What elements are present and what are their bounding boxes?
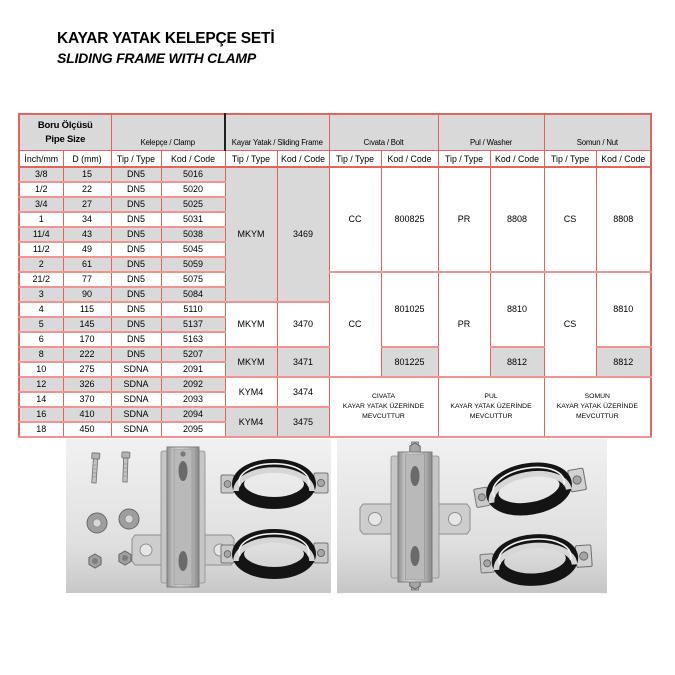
- cell-washer-code: 8810: [490, 272, 544, 347]
- note-bolt-line2: KAYAR YATAK ÜZERİNDE: [342, 403, 425, 411]
- cell-pipe-inch: 5: [19, 317, 63, 332]
- group-header-washer: Pul / Washer: [438, 114, 544, 151]
- cell-clamp-type: DN5: [111, 182, 161, 197]
- col-header-d: D (mm): [63, 151, 111, 168]
- cell-pipe-d: 450: [63, 422, 111, 437]
- col-header-frame-code: Kod / Code: [277, 151, 329, 168]
- cell-clamp-type: DN5: [111, 227, 161, 242]
- cell-pipe-d: 90: [63, 287, 111, 302]
- cell-frame-type: KYM4: [225, 377, 277, 407]
- cell-pipe-inch: 16: [19, 407, 63, 422]
- product-photo-assembled: [337, 439, 607, 593]
- cell-clamp-type: DN5: [111, 317, 161, 332]
- cell-clamp-code: 5059: [161, 257, 225, 272]
- cell-pipe-d: 43: [63, 227, 111, 242]
- note-bolt-line1: CIVATA: [371, 393, 396, 401]
- col-header-clamp-code: Kod / Code: [161, 151, 225, 168]
- cell-clamp-code: 2094: [161, 407, 225, 422]
- cell-clamp-type: SDNA: [111, 422, 161, 437]
- cell-clamp-type: SDNA: [111, 377, 161, 392]
- cell-nut-type: CS: [544, 272, 596, 377]
- cell-clamp-type: DN5: [111, 287, 161, 302]
- cell-bolt-type: CC: [329, 272, 381, 377]
- col-header-nut-code: Kod / Code: [596, 151, 651, 168]
- cell-pipe-d: 22: [63, 182, 111, 197]
- cell-pipe-inch: 2: [19, 257, 63, 272]
- cell-clamp-type: DN5: [111, 242, 161, 257]
- cell-pipe-d: 275: [63, 362, 111, 377]
- cell-bolt-code: 800825: [381, 167, 438, 272]
- cell-washer-type: PR: [438, 272, 490, 377]
- cell-frame-code: 3471: [277, 347, 329, 377]
- cell-washer-code: 8808: [490, 167, 544, 272]
- cell-pipe-inch: 21/2: [19, 272, 63, 287]
- cell-pipe-d: 77: [63, 272, 111, 287]
- cell-clamp-code: 5020: [161, 182, 225, 197]
- cell-pipe-inch: 10: [19, 362, 63, 377]
- cell-nut-type: CS: [544, 167, 596, 272]
- group-header-pipe-size-tr: Boru Ölçüsü: [37, 119, 93, 131]
- col-header-bolt-type: Tip / Type: [329, 151, 381, 168]
- cell-pipe-inch: 8: [19, 347, 63, 362]
- note-washer-line2: KAYAR YATAK ÜZERİNDE: [450, 403, 532, 411]
- col-header-inch: İnch/mm: [19, 151, 63, 168]
- product-photo-parts-illustration: [66, 439, 331, 593]
- cell-clamp-type: DN5: [111, 197, 161, 212]
- cell-frame-type: KYM4: [225, 407, 277, 437]
- cell-clamp-type: DN5: [111, 167, 161, 182]
- cell-pipe-d: 222: [63, 347, 111, 362]
- cell-clamp-code: 2093: [161, 392, 225, 407]
- group-header-sliding-frame: Kayar Yatak / Sliding Frame: [225, 114, 329, 151]
- note-nut-line3: MEVCUTTUR: [575, 412, 619, 420]
- cell-pipe-inch: 12: [19, 377, 63, 392]
- cell-clamp-type: SDNA: [111, 407, 161, 422]
- col-header-washer-code: Kod / Code: [490, 151, 544, 168]
- cell-pipe-inch: 11/4: [19, 227, 63, 242]
- cell-clamp-type: SDNA: [111, 362, 161, 377]
- cell-pipe-d: 15: [63, 167, 111, 182]
- title-english: SLIDING FRAME WITH CLAMP: [57, 50, 256, 66]
- group-header-nut: Somun / Nut: [544, 114, 651, 151]
- cell-frame-code: 3470: [277, 302, 329, 347]
- cell-frame-code: 3469: [277, 167, 329, 302]
- cell-washer-code: 8812: [490, 347, 544, 377]
- product-photo-parts: [66, 439, 331, 593]
- cell-clamp-code: 5016: [161, 167, 225, 182]
- cell-clamp-type: DN5: [111, 257, 161, 272]
- cell-clamp-code: 2092: [161, 377, 225, 392]
- col-header-bolt-code: Kod / Code: [381, 151, 438, 168]
- cell-pipe-inch: 4: [19, 302, 63, 317]
- col-header-frame-type: Tip / Type: [225, 151, 277, 168]
- col-header-washer-type: Tip / Type: [438, 151, 490, 168]
- note-cell-bolt: [329, 377, 438, 437]
- cell-pipe-inch: 11/2: [19, 242, 63, 257]
- group-header-pipe-size: [19, 114, 111, 151]
- group-header-clamp: Kelepçe / Clamp: [111, 114, 225, 151]
- cell-frame-type: MKYM: [225, 302, 277, 347]
- cell-bolt-code: 801025: [381, 272, 438, 347]
- cell-frame-type: MKYM: [225, 167, 277, 302]
- col-header-nut-type: Tip / Type: [544, 151, 596, 168]
- note-washer-line1: PUL: [484, 393, 498, 401]
- cell-bolt-code: 801225: [381, 347, 438, 377]
- cell-pipe-d: 145: [63, 317, 111, 332]
- cell-clamp-code: 2095: [161, 422, 225, 437]
- cell-clamp-code: 5163: [161, 332, 225, 347]
- cell-clamp-type: DN5: [111, 212, 161, 227]
- page-title: [57, 30, 274, 66]
- cell-pipe-d: 61: [63, 257, 111, 272]
- cell-pipe-d: 410: [63, 407, 111, 422]
- group-header-pipe-size-en: Pipe Size: [45, 133, 86, 145]
- nut-illustration: [89, 554, 101, 568]
- cell-pipe-inch: 3/4: [19, 197, 63, 212]
- cell-nut-code: 8810: [596, 272, 651, 347]
- washer-illustration: [119, 509, 139, 529]
- cell-clamp-code: 5038: [161, 227, 225, 242]
- product-photo-assembled-illustration: [337, 439, 607, 593]
- cell-frame-code: 3475: [277, 407, 329, 437]
- col-header-clamp-type: Tip / Type: [111, 151, 161, 168]
- cell-clamp-code: 2091: [161, 362, 225, 377]
- cell-washer-type: PR: [438, 167, 490, 272]
- cell-nut-code: 8812: [596, 347, 651, 377]
- cell-pipe-inch: 6: [19, 332, 63, 347]
- table-row: [19, 167, 651, 182]
- washer-illustration: [87, 513, 107, 533]
- group-header-bolt: Cıvata / Bolt: [329, 114, 438, 151]
- cell-pipe-inch: 3: [19, 287, 63, 302]
- spec-table: [18, 113, 652, 438]
- cell-clamp-code: 5207: [161, 347, 225, 362]
- cell-pipe-d: 326: [63, 377, 111, 392]
- cell-pipe-d: 115: [63, 302, 111, 317]
- cell-clamp-type: DN5: [111, 332, 161, 347]
- cell-pipe-inch: 1: [19, 212, 63, 227]
- note-nut-line2: KAYAR YATAK ÜZERİNDE: [556, 403, 638, 411]
- cell-pipe-d: 370: [63, 392, 111, 407]
- cell-nut-code: 8808: [596, 167, 651, 272]
- cell-frame-type: MKYM: [225, 347, 277, 377]
- cell-pipe-d: 170: [63, 332, 111, 347]
- note-washer-line3: MEVCUTTUR: [469, 412, 513, 420]
- cell-pipe-inch: 14: [19, 392, 63, 407]
- cell-clamp-code: 5110: [161, 302, 225, 317]
- cell-pipe-inch: 3/8: [19, 167, 63, 182]
- note-cell-nut: [544, 377, 651, 437]
- table-row: [19, 377, 651, 392]
- note-nut-line1: SOMUN: [584, 393, 610, 401]
- table-row: [19, 272, 651, 287]
- cell-pipe-inch: 1/2: [19, 182, 63, 197]
- cell-pipe-d: 49: [63, 242, 111, 257]
- cell-clamp-type: DN5: [111, 347, 161, 362]
- note-cell-washer: [438, 377, 544, 437]
- cell-clamp-type: DN5: [111, 272, 161, 287]
- cell-clamp-type: DN5: [111, 302, 161, 317]
- cell-clamp-code: 5031: [161, 212, 225, 227]
- note-bolt-line3: MEVCUTTUR: [362, 412, 405, 420]
- cell-bolt-type: CC: [329, 167, 381, 272]
- cell-pipe-inch: 18: [19, 422, 63, 437]
- nut-illustration: [119, 551, 131, 565]
- cell-pipe-d: 27: [63, 197, 111, 212]
- cell-clamp-code: 5025: [161, 197, 225, 212]
- cell-clamp-code: 5075: [161, 272, 225, 287]
- cell-clamp-code: 5084: [161, 287, 225, 302]
- cell-frame-code: 3474: [277, 377, 329, 407]
- title-turkish: KAYAR YATAK KELEPÇE SETİ: [57, 30, 275, 47]
- cell-pipe-d: 34: [63, 212, 111, 227]
- cell-clamp-type: SDNA: [111, 392, 161, 407]
- cell-clamp-code: 5045: [161, 242, 225, 257]
- cell-clamp-code: 5137: [161, 317, 225, 332]
